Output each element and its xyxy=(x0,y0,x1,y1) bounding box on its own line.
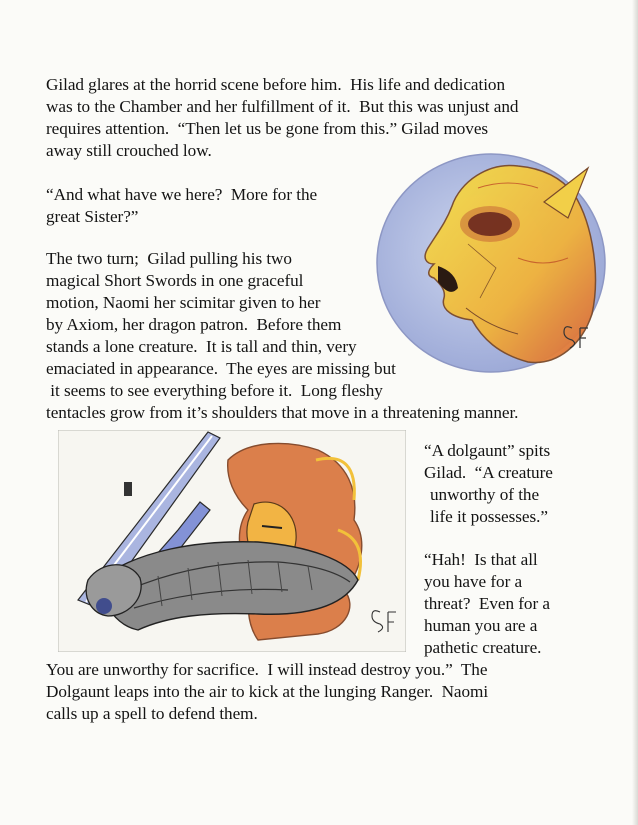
text-line: calls up a spell to defend them. xyxy=(46,704,258,723)
text-line: unworthy of the xyxy=(430,485,540,504)
text-line: away still crouched low. xyxy=(46,141,212,160)
text-line: tentacles grow from it’s shoulders that move in a threatening manner. xyxy=(46,403,519,422)
text-line: Gilad. “A creature xyxy=(424,463,553,482)
text-line: “Hah! Is that all xyxy=(424,550,538,569)
text-line: it seems to see everything before it. Long fleshy xyxy=(46,381,383,400)
text-line: threat? Even for a xyxy=(424,594,550,613)
text-line: you have for a xyxy=(424,572,523,591)
text-line: emaciated in appearance. The eyes are missing but xyxy=(46,359,396,378)
text-line: stands a lone creature. It is tall and thin, very xyxy=(46,337,357,356)
text-line: requires attention. “Then let us be gone from this.” Gilad moves xyxy=(46,119,489,138)
text-line: You are unworthy for sacrifice. I will instead destroy you.” The xyxy=(46,660,488,679)
text-line: “A dolgaunt” spits xyxy=(424,441,551,460)
text-line: was to the Chamber and her fulfillment of it. But this was unjust and xyxy=(46,97,519,116)
text-line: by Axiom, her dragon patron. Before them xyxy=(46,315,342,334)
text-line: “And what have we here? More for the xyxy=(46,185,318,204)
text-line: motion, Naomi her scimitar given to her xyxy=(46,293,321,312)
dolgaunt-portrait-illustration xyxy=(368,148,608,380)
page-edge-shadow xyxy=(632,0,638,825)
text-line: The two turn; Gilad pulling his two xyxy=(46,249,292,268)
text-line: life it possesses.” xyxy=(430,507,548,526)
warrior-sword-illustration xyxy=(58,430,406,652)
text-line: Gilad glares at the horrid scene before him. His life and dedication xyxy=(46,75,506,94)
text-line: magical Short Swords in one graceful xyxy=(46,271,304,290)
text-line: Dolgaunt leaps into the air to kick at the lunging Ranger. Naomi xyxy=(46,682,489,701)
text-line: pathetic creature. xyxy=(424,638,542,657)
text-line: great Sister?” xyxy=(46,207,139,226)
text-line: human you are a xyxy=(424,616,538,635)
